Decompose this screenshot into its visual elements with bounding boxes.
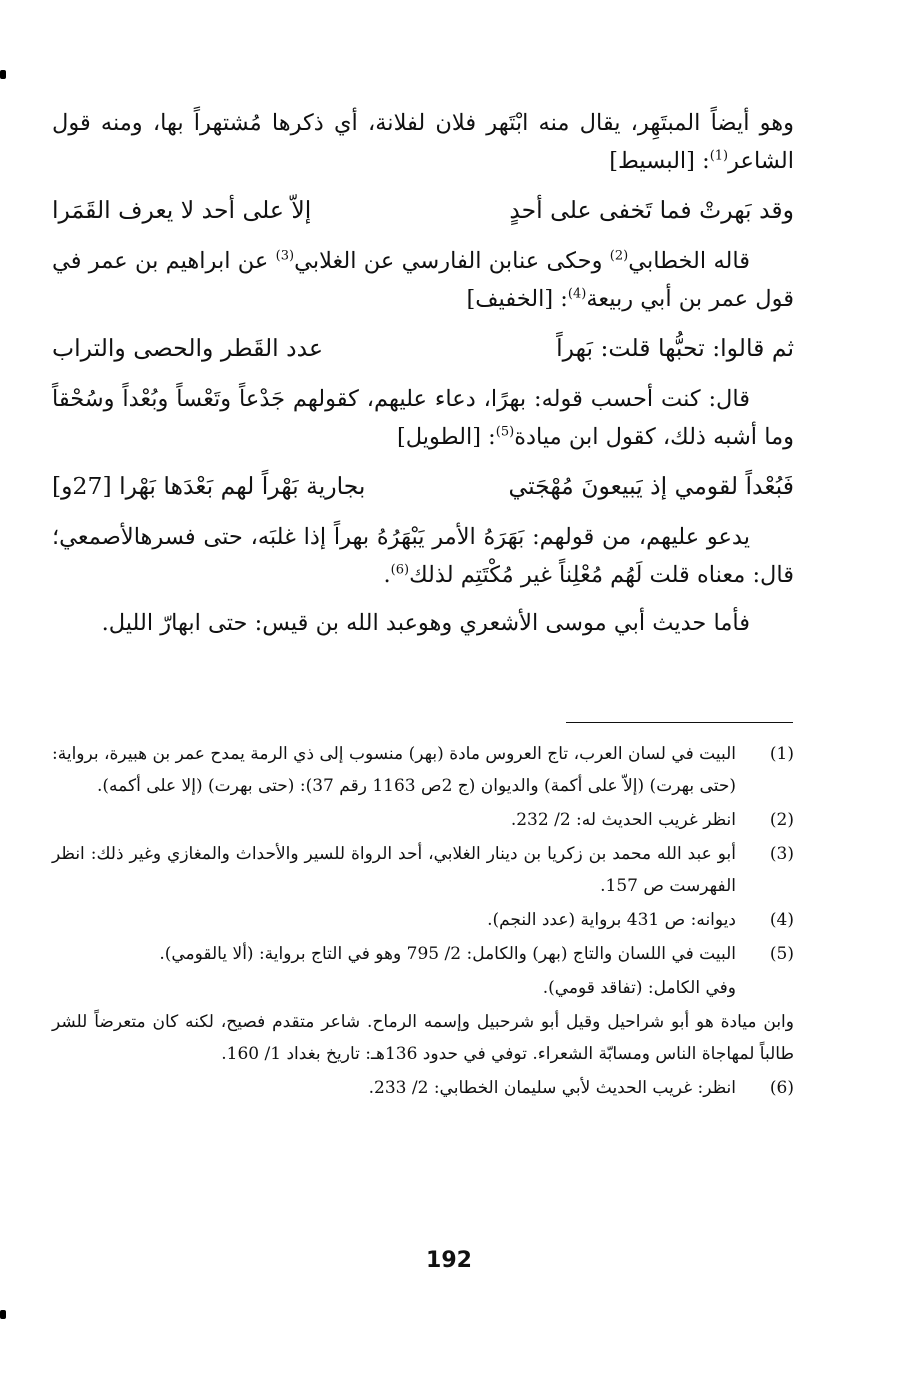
footnote-number: (6) <box>769 1078 794 1098</box>
paragraph-3: قال: كنت أحسب قوله: بهرًا، دعاء عليهم، كقولهم جَدْعاً وتَعْساً وبُعْداً وسُحْقاً وما أشبه ذلك، كقول ابن ميادة$^{(5)}$: [الطويل] <box>52 386 794 450</box>
footnote-number: (5) <box>769 944 794 964</box>
scan-mark-bottom <box>0 1310 6 1319</box>
paragraph-1: وهو أيضاً المبتَهِر، يقال منه ابْتَهر فلان لفلانة، أي ذكرها مُشتهراً بها، ومنه قول الشاعر$^{(1)}$: [البسيط] <box>52 110 794 174</box>
footnote-2 <box>52 804 794 836</box>
footnote-text: انظر غريب الحديث له: 2/ 232. <box>510 810 736 830</box>
footnote-text: البيت في لسان العرب، تاج العروس مادة (بهر) منسوب إلى ذي الرمة يمدح عمر بن هبيرة، برواية: (حتى بهرت) (إلاّ على أكمة) والديوان (ج 2ص 1163 رقم 37): (حتى بهرت) (إلا على أكمه). <box>52 744 736 796</box>
footnote-text: انظر: غريب الحديث لأبي سليمان الخطابي: 2/ 233. <box>368 1078 736 1098</box>
footnote-ref-5: (5) <box>495 424 515 440</box>
footnote-text: وفي الكامل: (تفاقد قومي). <box>542 978 736 998</box>
footnote-ref-3: (3) <box>275 248 295 264</box>
verse-3 <box>52 466 794 506</box>
footnote-text: أبو عبد الله محمد بن زكريا بن دينار الغلابي، أحد الرواة للسير والأحداث والمغازي وغير ذلك: انظر الفهرست ص 157. <box>52 844 736 896</box>
footnote-6 <box>52 1072 794 1104</box>
footnote-ref-1: (1) <box>709 148 729 164</box>
verse-3-second-hemistich: بجارية بَهْراً لهم بَعْدَها بَهْرا [27و] <box>52 472 366 500</box>
footnote-separator <box>566 722 793 723</box>
footnote-number: (2) <box>769 810 794 830</box>
footnote-text: ديوانه: ص 431 برواية (عدد النجم). <box>487 910 736 930</box>
footnote-5 <box>52 938 794 970</box>
footnote-number: (4) <box>769 910 794 930</box>
footnote-number: (1) <box>769 744 794 764</box>
footnote-5-line-2 <box>52 972 794 1004</box>
footnotes <box>52 738 794 1106</box>
verse-2 <box>52 328 794 368</box>
verse-1-first-hemistich: وقد بَهرتْ فما تَخفى على أحدٍ <box>509 196 794 224</box>
verse-3-first-hemistich: فَبُعْداً لقومي إذ يَبيعونَ مُهْجَتي <box>508 472 794 500</box>
verse-1 <box>52 190 794 230</box>
footnote-text: البيت في اللسان والتاج (بهر) والكامل: 2/ 795 وهو في التاج برواية: (ألا يالقومي). <box>159 944 736 964</box>
footnote-ref-4: (4) <box>567 286 587 302</box>
main-text <box>52 104 794 652</box>
verse-1-second-hemistich: إلاّ على أحد لا يعرف القَمَرا <box>52 196 312 224</box>
footnote-4 <box>52 904 794 936</box>
footnote-ref-6: (6) <box>390 562 410 578</box>
paragraph-4: يدعو عليهم، من قولهم: بَهَرَهُ الأمر يَبْهَرُهُ بهراً إذا غلبَه، حتى فسرهالأصمعي؛ قال: معناه قلت لَهُم مُعْلِناً غير مُكْتَتِم لذلك$^{(6)}$. <box>52 524 794 588</box>
footnote-1 <box>52 738 794 802</box>
verse-2-second-hemistich: عدد القَطر والحصى والتراب <box>52 334 323 362</box>
verse-2-first-hemistich: ثم قالوا: تحبُّها قلت: بَهراً <box>556 334 794 362</box>
footnote-5-biography: وابن ميادة هو أبو شراحيل وقيل أبو شرحبيل وإسمه الرماح. شاعر متقدم فصيح، لكنه كان متعرضاً للشر طالباً لمهاجاة الناس ومسابّة الشعراء. توفي في حدود 136هـ: تاريخ بغداد 1/ 160. <box>52 1012 794 1064</box>
paragraph-5: فأما حديث أبي موسى الأشعري وهوعبد الله بن قيس: حتى ابهارّ الليل. <box>101 610 750 636</box>
page-number: 192 <box>426 1248 472 1273</box>
footnote-number: (3) <box>769 844 794 864</box>
footnote-3 <box>52 838 794 902</box>
scan-mark-top <box>0 70 6 79</box>
paragraph-2: قاله الخطابي$^{(2)}$ وحكى عنابن الفارسي عن الغلابي$^{(3)}$ عن ابراهيم بن عمر في قول عمر بن أبي ربيعة$^{(4)}$: [الخفيف] <box>52 248 794 312</box>
footnote-ref-2: (2) <box>609 248 629 264</box>
